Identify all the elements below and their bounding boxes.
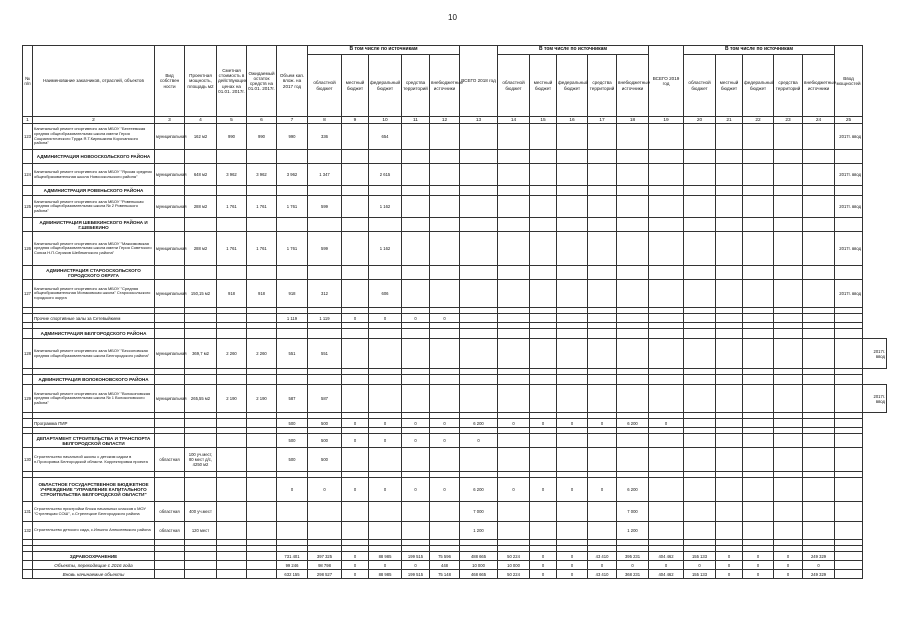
- table-row: [23, 522, 887, 540]
- regional-value: 397 325: [308, 552, 342, 561]
- regional-value: 312: [308, 280, 342, 308]
- capacity-value: 400 уч.мест: [185, 502, 217, 522]
- capacity-value: 162 м2: [185, 124, 217, 150]
- estimate-value: 990: [217, 124, 247, 150]
- local-value: 0: [342, 478, 369, 502]
- col-number: 20: [684, 117, 716, 124]
- federal-value: 654: [369, 124, 402, 150]
- col-number: 17: [588, 117, 617, 124]
- row-number: 123: [23, 124, 33, 150]
- ownership-form: муниципальная: [155, 280, 185, 308]
- regional-2019-value: 0: [684, 561, 716, 570]
- total-2019-value: 0: [649, 419, 684, 428]
- section-title: АДМИНИСТРАЦИЯ БЕЛГОРОДСКОГО РАЙОНА: [33, 329, 155, 339]
- estimate-value: 1 761: [217, 232, 247, 266]
- col-src-regional-b-header: областной бюджет: [498, 55, 530, 117]
- federal-2018-value: 0: [557, 552, 588, 561]
- section-title: АДМИНИСТРАЦИЯ СТАРООСКОЛЬСКОГО ГОРОДСКОГО ОКРУГА: [33, 266, 155, 280]
- row-number: 131: [23, 502, 33, 522]
- local-value: 0: [342, 552, 369, 561]
- section-title: АДМИНИСТРАЦИЯ НОВООСКОЛЬСКОГО РАЙОНА: [33, 150, 155, 164]
- territory-2019-value: 0: [774, 561, 803, 570]
- col-number: 3: [155, 117, 185, 124]
- row-number: 124: [23, 164, 33, 186]
- regional-value: 500: [308, 448, 342, 472]
- volume-value: 0: [277, 478, 308, 502]
- volume-value: 3 962: [277, 164, 308, 186]
- col-src-territory-b-header: средства территорий: [588, 55, 617, 117]
- territory-2019-value: 0: [774, 570, 803, 579]
- col-number: 6: [247, 117, 277, 124]
- total-label: Объекты, переходящие с 2016 года: [33, 561, 155, 570]
- total-2018-value: 488 665: [460, 552, 498, 561]
- col-number: 1: [23, 117, 33, 124]
- remaining-value: 3 962: [247, 164, 277, 186]
- regional-2019-value: 155 133: [684, 570, 716, 579]
- federal-value: 606: [369, 280, 402, 308]
- col-src-territory-header: средства территорий: [402, 55, 430, 117]
- page-number: 10: [448, 13, 457, 22]
- regional-2018-value: 50 224: [498, 570, 530, 579]
- offbudget-value: 448: [430, 561, 460, 570]
- regional-2018-value: 50 224: [498, 552, 530, 561]
- section-row: [23, 375, 887, 385]
- object-name: Капитальный ремонт спортивного зала МБОУ "Бессоновская средняя общеобразовательная школа Белгородского района": [33, 339, 155, 369]
- regional-2018-value: 0: [498, 478, 530, 502]
- volume-value: 587: [277, 385, 308, 413]
- territory-value: 0: [402, 434, 430, 448]
- territory-2018-value: 0: [588, 478, 617, 502]
- col-number: 10: [369, 117, 402, 124]
- offbudget-2018-value: 7 000: [617, 502, 649, 522]
- ownership-form: муниципальная: [155, 196, 185, 218]
- row-number: 129: [23, 385, 33, 413]
- offbudget-value: 0: [430, 419, 460, 428]
- table-row: [23, 448, 887, 472]
- federal-2018-value: 0: [557, 561, 588, 570]
- ownership-form: областная: [155, 448, 185, 472]
- regional-value: 599: [308, 232, 342, 266]
- table-row: [23, 196, 887, 218]
- regional-2019-value: 155 133: [684, 552, 716, 561]
- local-2018-value: 0: [530, 570, 557, 579]
- object-name: Строительство начальной школы с детским садом в п.Прохоровка Белгородской области. Корректировка проекта: [33, 448, 155, 472]
- offbudget-2018-value: 0: [617, 561, 649, 570]
- estimate-value: 2 190: [217, 385, 247, 413]
- commission-year: 2017г. ввод: [835, 164, 863, 186]
- section-title: АДМИНИСТРАЦИЯ ВОЛОКОНОВСКОГО РАЙОНА: [33, 375, 155, 385]
- section-row: [23, 329, 887, 339]
- section-row: [23, 478, 887, 502]
- commission-year: 2017г. ввод: [835, 232, 863, 266]
- col-estimate-header: Сметная стоимость в действующих ценах на 01.01. 2017г.: [217, 46, 247, 117]
- regional-value: 336: [308, 124, 342, 150]
- col-src-federal-c-header: федеральный бюджет: [743, 55, 774, 117]
- volume-value: 500: [277, 448, 308, 472]
- federal-value: 1 162: [369, 196, 402, 218]
- total-2019-value: 404 462: [649, 570, 684, 579]
- row-number: 128: [23, 339, 33, 369]
- capacity-value: 100 уч.мест, 80 мест д/с, 4250 м2: [185, 448, 217, 472]
- capacity-value: 265,55 м2: [185, 385, 217, 413]
- column-number-row: [23, 117, 887, 124]
- remaining-value: 2 260: [247, 339, 277, 369]
- commission-year: 2017г. ввод: [863, 339, 887, 369]
- local-value: 0: [342, 419, 369, 428]
- federal-2019-value: 0: [743, 570, 774, 579]
- ownership-form: муниципальная: [155, 385, 185, 413]
- local-value: 0: [342, 561, 369, 570]
- federal-value: 0: [369, 419, 402, 428]
- federal-2018-value: 0: [557, 419, 588, 428]
- col-number: 25: [835, 117, 863, 124]
- col-number: 13: [460, 117, 498, 124]
- commission-year: 2017г. ввод: [863, 385, 887, 413]
- volume-value: 500: [277, 419, 308, 428]
- ownership-form: областная: [155, 522, 185, 540]
- total-2018-value: 468 665: [460, 570, 498, 579]
- object-name: Капитальный ремонт спортивного зала МБОУ "Средняя общеобразовательная Монаковская школа" Старооскольского городского округа: [33, 280, 155, 308]
- object-name: Капитальный ремонт спортивного зала МБОУ "Максимовская средняя общеобразовательная школа имени Героя Советского Союза Н.П.Сериков Шебекинского района": [33, 232, 155, 266]
- col-src-offbudget-b-header: внебюджетные источники: [617, 55, 649, 117]
- col-src-local-header: местный бюджет: [342, 55, 369, 117]
- offbudget-value: 0: [430, 478, 460, 502]
- section-row: [23, 266, 887, 280]
- col-name-header: Наименование заказчиков, отраслей, объектов: [33, 46, 155, 117]
- col-number: 11: [402, 117, 430, 124]
- total-row: [23, 552, 887, 561]
- federal-value: 88 985: [369, 552, 402, 561]
- group-header-2018: В том числе по источникам: [498, 46, 649, 55]
- offbudget-2019-value: 249 329: [803, 570, 835, 579]
- estimate-value: 3 962: [217, 164, 247, 186]
- territory-value: 0: [402, 561, 430, 570]
- territory-value: 0: [402, 314, 430, 323]
- remaining-value: 1 761: [247, 196, 277, 218]
- col-number: 16: [557, 117, 588, 124]
- row-number: 127: [23, 280, 33, 308]
- total-2018-value: 10 000: [460, 561, 498, 570]
- table-row: [23, 232, 887, 266]
- estimate-value: 918: [217, 280, 247, 308]
- commission-year: 2017г. ввод: [835, 280, 863, 308]
- total-2019-value: 0: [649, 561, 684, 570]
- total-row: [23, 561, 887, 570]
- offbudget-value: 75 148: [430, 570, 460, 579]
- remaining-value: 2 190: [247, 385, 277, 413]
- col-form-header: Вид собствен ности: [155, 46, 185, 117]
- table-row: [23, 314, 887, 323]
- territory-2018-value: 43 410: [588, 570, 617, 579]
- offbudget-value: 75 596: [430, 552, 460, 561]
- object-name: Прочие спортивные залы за Сетевыйкием: [33, 314, 155, 323]
- capacity-value: 120 мест: [185, 522, 217, 540]
- regional-value: 500: [308, 419, 342, 428]
- table-row: [23, 419, 887, 428]
- local-value: 0: [342, 570, 369, 579]
- total-label: ЗДРАВООХРАНЕНИЕ: [33, 552, 155, 561]
- col-src-territory-c-header: средства территорий: [774, 55, 803, 117]
- col-remaining-header: Ожидаемый остаток средств на 01.01. 2017г.: [247, 46, 277, 117]
- regional-value: 98 798: [308, 561, 342, 570]
- volume-value: 500: [277, 434, 308, 448]
- capacity-value: 288 м2: [185, 196, 217, 218]
- territory-value: 199 515: [402, 570, 430, 579]
- volume-value: 99 246: [277, 561, 308, 570]
- regional-value: 1 119: [308, 314, 342, 323]
- section-title: АДМИНИСТРАЦИЯ ШЕБЕКИНСКОГО РАЙОНА И Г.ШЕБЕКИНО: [33, 218, 155, 232]
- regional-2018-value: 0: [498, 419, 530, 428]
- local-value: 0: [342, 314, 369, 323]
- row-number: 125: [23, 196, 33, 218]
- total-label: Вновь начинаемые объекты: [33, 570, 155, 579]
- col-number: 22: [743, 117, 774, 124]
- ownership-form: областная: [155, 502, 185, 522]
- total-2018-value: 7 000: [460, 502, 498, 522]
- commission-year: 2017г. ввод: [835, 124, 863, 150]
- volume-value: 731 401: [277, 552, 308, 561]
- offbudget-2018-value: 6 200: [617, 419, 649, 428]
- col-src-local-c-header: местный бюджет: [716, 55, 743, 117]
- row-number: 130: [23, 448, 33, 472]
- federal-2019-value: 0: [743, 561, 774, 570]
- local-value: 0: [342, 434, 369, 448]
- local-2018-value: 0: [530, 561, 557, 570]
- col-src-regional-header: областной бюджет: [308, 55, 342, 117]
- col-number: 2: [33, 117, 155, 124]
- col-number: 14: [498, 117, 530, 124]
- regional-value: 298 527: [308, 570, 342, 579]
- table-row: [23, 124, 887, 150]
- section-row: [23, 218, 887, 232]
- territory-2018-value: 43 410: [588, 552, 617, 561]
- ownership-form: муниципальная: [155, 164, 185, 186]
- section-row: [23, 150, 887, 164]
- total-2018-value: 1 200: [460, 522, 498, 540]
- local-2018-value: 0: [530, 478, 557, 502]
- regional-value: 551: [308, 339, 342, 369]
- col-src-local-b-header: местный бюджет: [530, 55, 557, 117]
- col-src-federal-b-header: федеральный бюджет: [557, 55, 588, 117]
- capacity-value: 288 м2: [185, 232, 217, 266]
- offbudget-2018-value: 368 231: [617, 570, 649, 579]
- federal-2018-value: 0: [557, 570, 588, 579]
- estimate-value: 1 761: [217, 196, 247, 218]
- object-name: Программа ПИР: [33, 419, 155, 428]
- territory-value: 0: [402, 419, 430, 428]
- table-row: [23, 164, 887, 186]
- object-name: Капитальный ремонт спортивного зала МБОУ "Бехтеевская средняя общеобразовательная школа имени Героя Социалистического Труда Я.Т.Кирюшкина Корочанского района": [33, 124, 155, 150]
- federal-value: 0: [369, 314, 402, 323]
- territory-2019-value: 0: [774, 552, 803, 561]
- regional-value: 0: [308, 478, 342, 502]
- col-capacity-header: Проектная мощность, площадь м2: [185, 46, 217, 117]
- table-row: [23, 280, 887, 308]
- group-header-2017: В том числе по источникам: [308, 46, 460, 55]
- col-num-header: № п/п: [23, 46, 33, 117]
- col-src-offbudget-c-header: внебюджетные источники: [803, 55, 835, 117]
- capital-investment-table: [22, 45, 887, 579]
- volume-value: 1 119: [277, 314, 308, 323]
- ownership-form: муниципальная: [155, 339, 185, 369]
- col-total-2018-header: ВСЕГО 2018 год: [460, 46, 498, 117]
- federal-2019-value: 0: [743, 552, 774, 561]
- volume-value: 990: [277, 124, 308, 150]
- total-2019-value: 404 462: [649, 552, 684, 561]
- regional-value: 587: [308, 385, 342, 413]
- col-commission-header: Ввод мощностей: [835, 46, 863, 117]
- table-row: [23, 339, 887, 369]
- col-number: 12: [430, 117, 460, 124]
- local-2018-value: 0: [530, 552, 557, 561]
- col-number: 19: [649, 117, 684, 124]
- local-2018-value: 0: [530, 419, 557, 428]
- remaining-value: 1 761: [247, 232, 277, 266]
- object-name: Строительство пристройки блока начальных классов к МОУ "Стрелецкая СОШ", с.Стрелецкое Белгородского района: [33, 502, 155, 522]
- col-src-federal-header: федеральный бюджет: [369, 55, 402, 117]
- section-title: ДЕПАРТАМЕНТ СТРОИТЕЛЬСТВА И ТРАНСПОРТА БЕЛГОРОДСКОЙ ОБЛАСТИ: [33, 434, 155, 448]
- territory-value: 199 515: [402, 552, 430, 561]
- volume-value: 632 155: [277, 570, 308, 579]
- col-number: 15: [530, 117, 557, 124]
- offbudget-2018-value: 1 200: [617, 522, 649, 540]
- federal-value: 2 615: [369, 164, 402, 186]
- local-2019-value: 0: [716, 561, 743, 570]
- offbudget-value: 0: [430, 434, 460, 448]
- total-2018-value: 0: [460, 434, 498, 448]
- col-number: 18: [617, 117, 649, 124]
- object-name: Капитальный ремонт спортивного зала МБОУ "Ярская средняя общеобразовательная школа Новооскольского района": [33, 164, 155, 186]
- regional-value: 599: [308, 196, 342, 218]
- section-row: [23, 434, 887, 448]
- ownership-form: муниципальная: [155, 232, 185, 266]
- col-number: 23: [774, 117, 803, 124]
- offbudget-2019-value: 0: [803, 561, 835, 570]
- capacity-value: 648 м2: [185, 164, 217, 186]
- offbudget-2018-value: 395 231: [617, 552, 649, 561]
- col-volume-header: Объем кап. влож. на 2017 год: [277, 46, 308, 117]
- section-title: ОБЛАСТНОЕ ГОСУДАРСТВЕННОЕ БЮДЖЕТНОЕ УЧРЕЖДЕНИЕ "УПРАВЛЕНИЕ КАПИТАЛЬНОГО СТРОИТЕЛЬСТВА БЕЛГОРОДСКОЙ ОБЛАСТИ": [33, 478, 155, 502]
- volume-value: 1 761: [277, 196, 308, 218]
- object-name: Капитальный ремонт спортивного зала МБОУ "Волоконовская средняя общеобразовательная школа № 1 Волоконовского района": [33, 385, 155, 413]
- total-row: [23, 570, 887, 579]
- row-number: 126: [23, 232, 33, 266]
- offbudget-2018-value: 6 200: [617, 478, 649, 502]
- table-row: [23, 385, 887, 413]
- federal-value: 0: [369, 478, 402, 502]
- offbudget-value: 0: [430, 314, 460, 323]
- col-number: 4: [185, 117, 217, 124]
- object-name: Капитальный ремонт спортивного зала МБОУ "Ровеньская средняя общеобразовательная школа № 2 Ровеньского района": [33, 196, 155, 218]
- row-number: 132: [23, 522, 33, 540]
- col-src-offbudget-header: внебюджетные источники: [430, 55, 460, 117]
- col-number: 21: [716, 117, 743, 124]
- col-number: 7: [277, 117, 308, 124]
- table-row: [23, 502, 887, 522]
- federal-value: 0: [369, 434, 402, 448]
- federal-2018-value: 0: [557, 478, 588, 502]
- capacity-value: 150,15 м2: [185, 280, 217, 308]
- section-title: АДМИНИСТРАЦИЯ РОВЕНЬСКОГО РАЙОНА: [33, 186, 155, 196]
- federal-value: 88 985: [369, 570, 402, 579]
- volume-value: 918: [277, 280, 308, 308]
- volume-value: 551: [277, 339, 308, 369]
- territory-value: 0: [402, 478, 430, 502]
- local-2019-value: 0: [716, 552, 743, 561]
- offbudget-2019-value: 249 329: [803, 552, 835, 561]
- col-number: 24: [803, 117, 835, 124]
- object-name: Строительство детского сада, с.Ильино Алексеевского района: [33, 522, 155, 540]
- group-header-2019: В том числе по источникам: [684, 46, 835, 55]
- regional-value: 1 347: [308, 164, 342, 186]
- col-total-2019-header: ВСЕГО 2019 год: [649, 46, 684, 117]
- volume-value: 1 761: [277, 232, 308, 266]
- estimate-value: 2 260: [217, 339, 247, 369]
- total-2018-value: 6 200: [460, 478, 498, 502]
- col-src-regional-c-header: областной бюджет: [684, 55, 716, 117]
- territory-2018-value: 0: [588, 561, 617, 570]
- local-2019-value: 0: [716, 570, 743, 579]
- capacity-value: 369,7 м2: [185, 339, 217, 369]
- ownership-form: муниципальная: [155, 124, 185, 150]
- total-2018-value: 6 200: [460, 419, 498, 428]
- federal-value: 1 162: [369, 232, 402, 266]
- col-number: 5: [217, 117, 247, 124]
- section-row: [23, 186, 887, 196]
- territory-2018-value: 0: [588, 419, 617, 428]
- col-number: 8: [308, 117, 342, 124]
- commission-year: 2017г. ввод: [835, 196, 863, 218]
- remaining-value: 918: [247, 280, 277, 308]
- federal-value: 0: [369, 561, 402, 570]
- remaining-value: 990: [247, 124, 277, 150]
- col-number: 9: [342, 117, 369, 124]
- regional-2018-value: 10 000: [498, 561, 530, 570]
- regional-value: 500: [308, 434, 342, 448]
